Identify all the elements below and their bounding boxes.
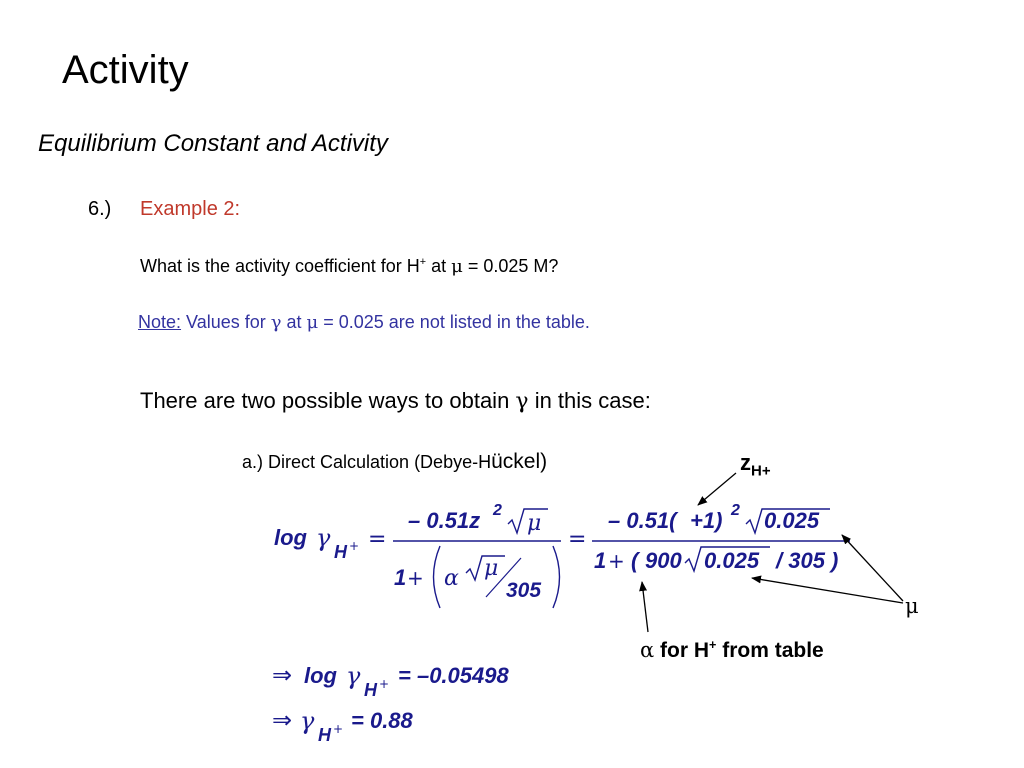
eq-den2-one: 1 — [594, 548, 607, 573]
result1-h: H — [364, 680, 377, 700]
eq-den1-mu: μ — [484, 556, 499, 581]
eq-den1-rparen — [553, 546, 560, 608]
eq-equals-1: = — [368, 527, 387, 552]
arrow-alpha — [642, 582, 648, 632]
eq-h-sub: H — [334, 542, 347, 562]
arrow-mu-bottom — [752, 578, 903, 603]
eq-den2-plus: + — [608, 549, 625, 573]
result2-gamma: γ — [300, 707, 315, 735]
example-label: Example 2: — [140, 198, 241, 220]
eq-num1-mu: μ — [527, 511, 542, 536]
eq-den2-val: 0.025 — [704, 548, 760, 573]
eq-den2-div: / 305 ) — [776, 548, 839, 573]
eq-den2-paren: ( — [631, 548, 639, 573]
eq-h-plus: + — [349, 539, 360, 553]
note-text: Note: Values for γ at μ = 0.025 are not listed in the table. — [138, 312, 590, 333]
eq-num1-coef: – 0.51z — [408, 508, 481, 533]
result1-log: log — [304, 663, 337, 688]
eq-equals-2: = — [568, 527, 587, 552]
result2-arrow: ⇒ — [272, 706, 293, 734]
alpha-annotation: α for H+ from table — [640, 638, 824, 662]
eq-num1-exp: 2 — [493, 502, 502, 519]
result1-arrow: ⇒ — [272, 661, 293, 689]
result2-value: = 0.88 — [351, 708, 413, 733]
arrow-z — [698, 473, 736, 505]
eq-den2-900: 900 — [645, 548, 682, 573]
eq-den1-one: 1 — [394, 565, 407, 590]
eq-den1-plus: + — [407, 566, 424, 590]
result2-h-plus: + — [333, 722, 344, 736]
result1-h-plus: + — [379, 677, 390, 691]
eq-num2-val: 0.025 — [764, 508, 820, 533]
method-text: a.) Direct Calculation (Debye-Hückel) — [242, 450, 548, 473]
question-text: What is the activity coefficient for H+ at μ = 0.025 M? — [140, 256, 559, 277]
z-annotation: $z_{H+}$ — [740, 450, 771, 480]
eq-den1-305: 305 — [506, 579, 542, 602]
eq-num2-exp: 2 — [731, 502, 740, 519]
eq-log: log — [274, 525, 307, 550]
slide-title: Activity — [62, 48, 189, 92]
arrow-mu-top — [842, 535, 903, 601]
eq-den1-alpha: α — [444, 566, 459, 591]
eq-num2-a: – 0.51( — [608, 508, 677, 533]
item-number: 6.) — [88, 198, 112, 220]
eq-den1-lparen — [434, 546, 441, 608]
slide-subtitle: Equilibrium Constant and Activity — [38, 130, 388, 157]
ways-text: There are two possible ways to obtain γ in this case: — [140, 388, 651, 414]
mu-annotation: μ — [905, 594, 919, 618]
result1-value: = –0.05498 — [398, 663, 509, 688]
eq-num2-b: +1) — [690, 508, 723, 533]
result1-gamma: γ — [346, 662, 361, 690]
result2-h: H — [318, 725, 331, 745]
eq-gamma: γ — [316, 524, 331, 552]
